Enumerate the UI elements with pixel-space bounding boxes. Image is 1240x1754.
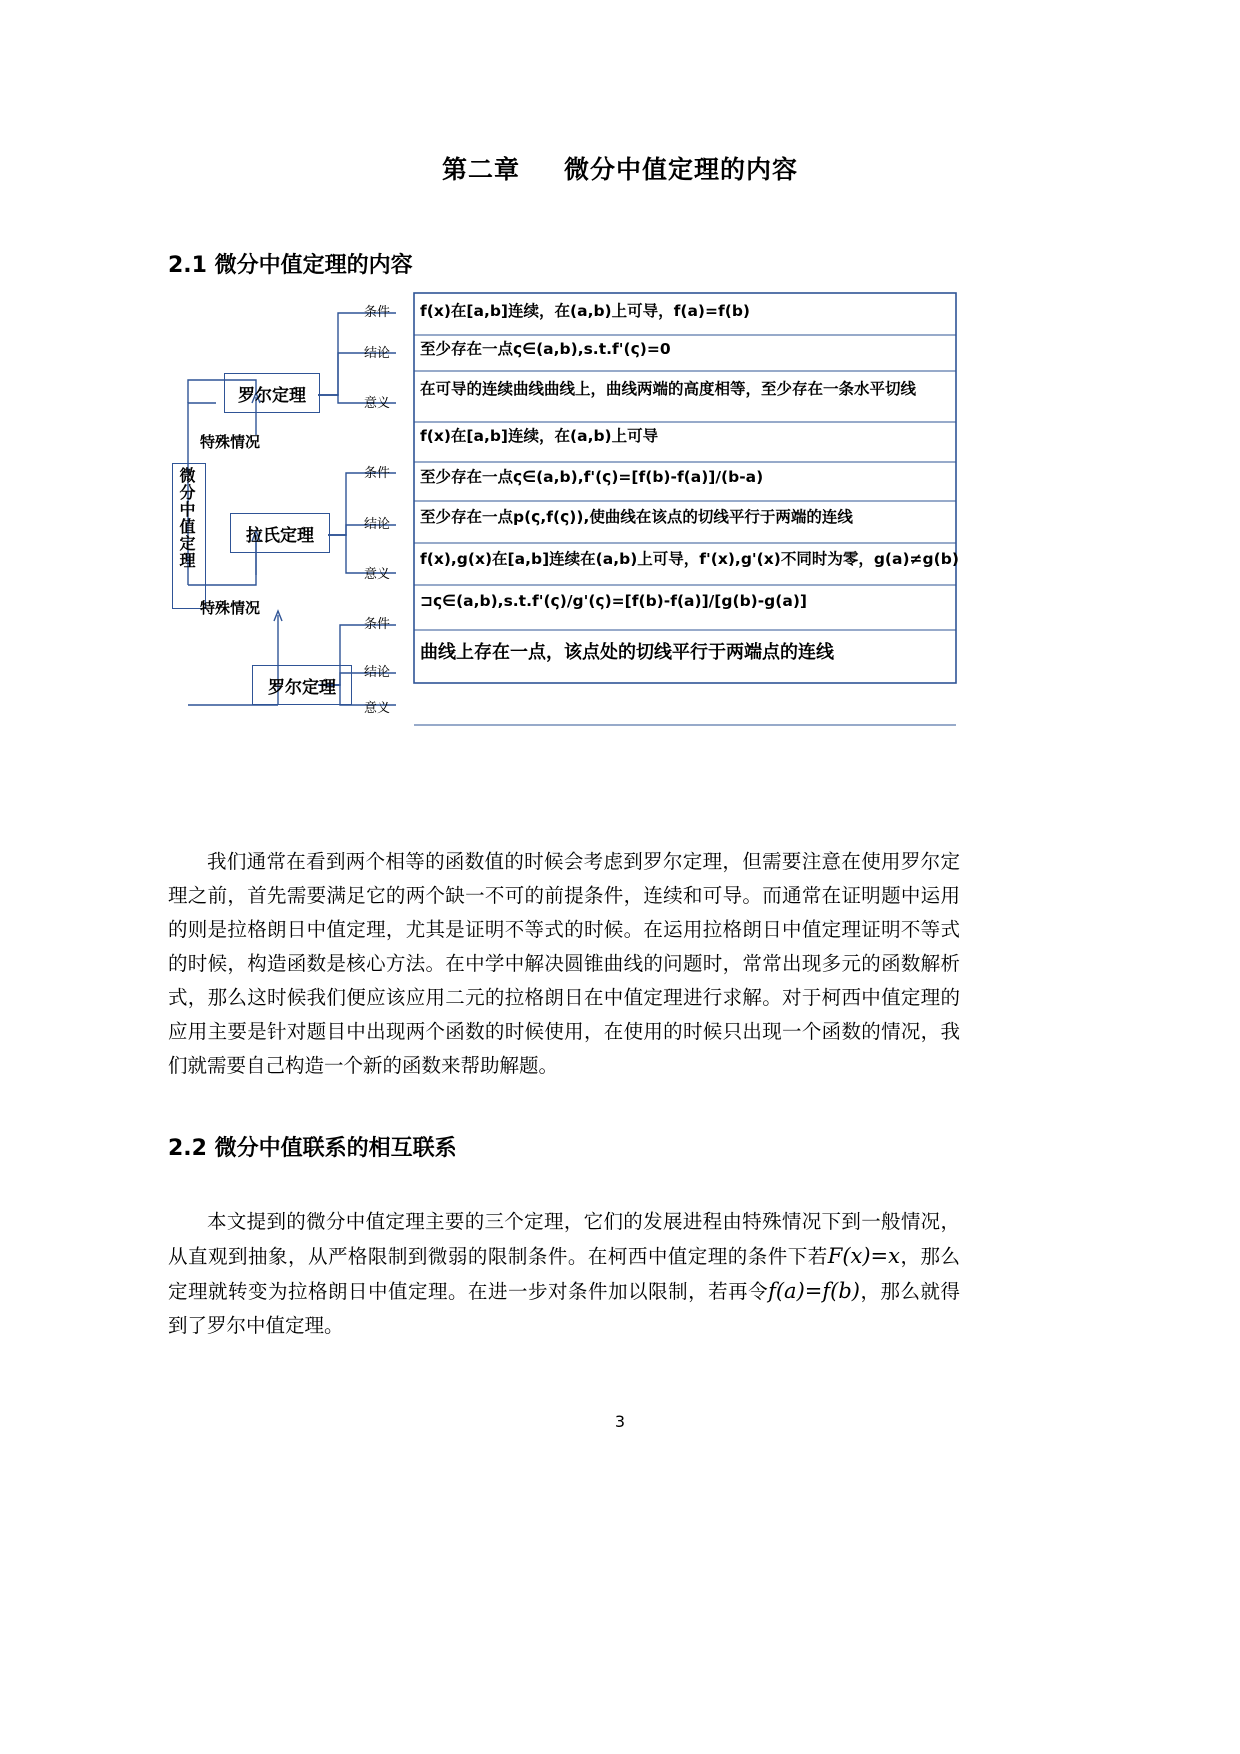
diagram-node-label: 罗尔定理 bbox=[268, 677, 336, 698]
diagram-node-label: 拉氏定理 bbox=[246, 525, 314, 546]
diagram-row-text: 曲线上存在一点，该点处的切线平行于两端点的连线 bbox=[420, 642, 834, 663]
chapter-title bbox=[0, 150, 1240, 186]
page-number: 3 bbox=[614, 1412, 626, 1431]
diagram-branch-meaning-1: 意义 bbox=[364, 396, 391, 411]
diagram-branch-meaning-3: 意义 bbox=[364, 701, 391, 716]
chapter-title-main: 微分中值定理的内容 bbox=[564, 155, 799, 184]
diagram-row-text: f(x),g(x)在[a,b]连续在(a,b)上可导，f'(x),g'(x)不同时为零，g(a)≠g(b) bbox=[420, 550, 959, 568]
diagram-row-text: f(x)在[a,b]连续，在(a,b)上可导，f(a)=f(b) bbox=[420, 302, 750, 320]
diagram-branch-conclusion-3: 结论 bbox=[364, 665, 391, 680]
diagram-branch-condition-1: 条件 bbox=[364, 305, 391, 320]
diagram-row-text: 至少存在一点p(ς,f(ς)),使曲线在该点的切线平行于两端的连线 bbox=[420, 508, 853, 526]
diagram-branch-condition-3: 条件 bbox=[364, 617, 391, 632]
diagram-row-text: 至少存在一点ς∈(a,b),s.t.f'(ς)=0 bbox=[420, 340, 671, 358]
diagram-special-case-2: 特殊情况 bbox=[200, 599, 261, 617]
paragraph-2-part-1: 本文提到的微分中值定理主要的三个定理，它们的发展进程由特殊情况下到一般情况，从直观到抽象，从严格限制到微弱的限制条件。在柯西中值定理的条件下若 bbox=[168, 1210, 960, 1268]
diagram-branch-conclusion-2: 结论 bbox=[364, 517, 391, 532]
diagram-node-label: 罗尔定理 bbox=[238, 385, 306, 406]
diagram-node-lagrange bbox=[230, 513, 330, 553]
inline-formula-fa-fb: f(a)=f(b) bbox=[768, 1279, 860, 1303]
diagram-row-text: f(x)在[a,b]连续，在(a,b)上可导 bbox=[420, 427, 659, 445]
diagram-branch-meaning-2: 意义 bbox=[364, 567, 391, 582]
inline-formula-fx: F(x)=x bbox=[827, 1244, 900, 1268]
diagram-root-label: 微分中值定理 bbox=[177, 467, 196, 569]
diagram-row-text: 在可导的连续曲线曲线上，曲线两端的高度相等，至少存在一条水平切线 bbox=[420, 380, 917, 398]
diagram-row-text: 至少存在一点ς∈(a,b),f'(ς)=[f(b)-f(a)]/(b-a) bbox=[420, 468, 764, 486]
mean-value-theorem-diagram bbox=[168, 285, 958, 735]
diagram-node-rolle-top bbox=[224, 373, 320, 413]
paragraph-2-part-4: ，那么就得到了罗尔中值定理。 bbox=[168, 1280, 960, 1337]
diagram-node-rolle-bottom bbox=[252, 665, 352, 705]
diagram-special-case-1: 特殊情况 bbox=[200, 433, 261, 451]
paragraph-2-part-3: 加以限制，若再令 bbox=[608, 1280, 769, 1303]
diagram-branch-condition-2: 条件 bbox=[364, 466, 391, 481]
chapter-title-prefix: 第二章 bbox=[441, 155, 520, 184]
paragraph-2 bbox=[168, 1205, 960, 1343]
section-heading-2-2: 2.2 微分中值联系的相互联系 bbox=[168, 1136, 457, 1161]
paragraph-1: 我们通常在看到两个相等的函数值的时候会考虑到罗尔定理，但需要注意在使用罗尔定理之前，首先需要满足它的两个缺一不可的前提条件，连续和可导。而通常在证明题中运用的则是拉格朗日中值定理，尤其是证明不等式的时候。在运用拉格朗日中值定理证明不等式的时候，构造函数是核心方法。在中学中解决圆锥曲线的问题时，常常出现多元的函数解析式，那么这时候我们便应该应用二元的拉格朗日在中值定理进行求解。对于柯西中值定理的应用主要是针对题目中出现两个函数的时候使用，在使用的时候只出现一个函数的情况，我们就需要自己构造一个新的函数来帮助解题。 bbox=[168, 850, 960, 1077]
paragraph-2-part-2: ，那么定理就转变为拉格朗日中值定理。在进一步对条件 bbox=[168, 1245, 960, 1303]
diagram-row-text: ⊐ς∈(a,b),s.t.f'(ς)/g'(ς)=[f(b)-f(a)]/[g(b)-g(a)] bbox=[420, 592, 807, 610]
diagram-branch-conclusion-1: 结论 bbox=[364, 346, 391, 361]
section-heading-2-1: 2.1 微分中值定理的内容 bbox=[168, 253, 413, 278]
